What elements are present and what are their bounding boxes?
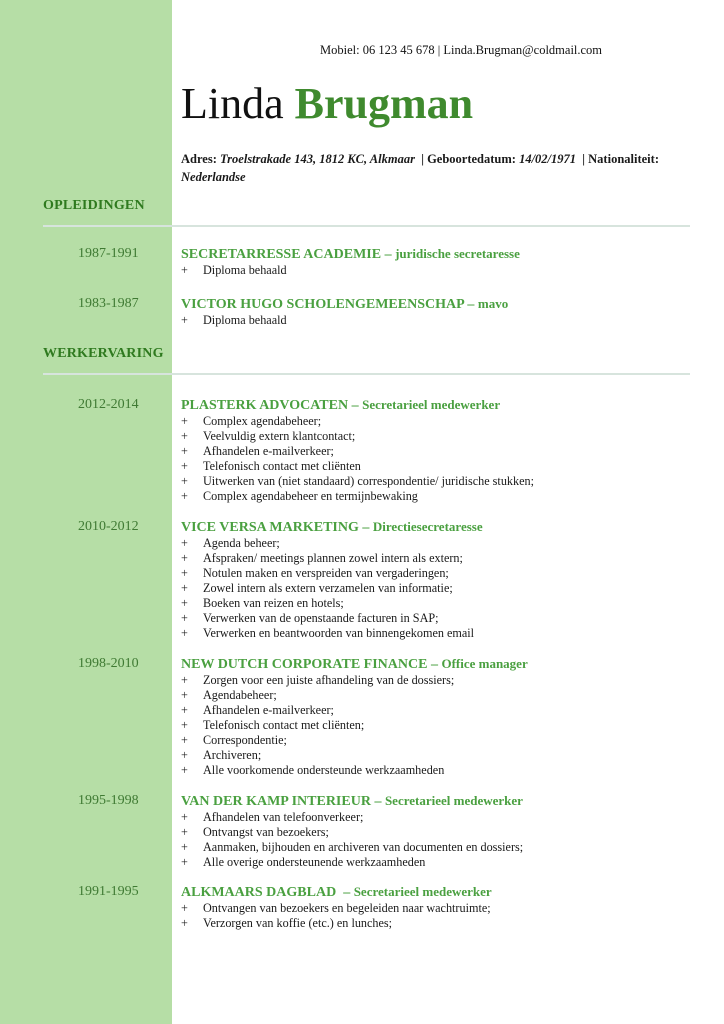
entry-years: 1983-1987 (78, 296, 139, 311)
plus-bullet-icon: + (181, 414, 188, 428)
list-item (181, 459, 534, 474)
plus-bullet-icon: + (181, 810, 188, 824)
entry-separator: – (463, 297, 478, 312)
section-divider (43, 225, 690, 227)
plus-bullet-icon: + (181, 551, 188, 565)
plus-bullet-icon: + (181, 489, 188, 503)
list-item-text: Archiveren; (203, 748, 262, 762)
contact-line: Mobiel: 06 123 45 678 | Linda.Brugman@coldmail.com (320, 43, 603, 57)
entry-separator: – (358, 520, 373, 535)
list-item-text: Alle voorkomende ondersteunde werkzaamheden (203, 763, 445, 777)
list-item (181, 688, 454, 703)
section-title-experience: WERKERVARING (43, 346, 164, 361)
list-item-text: Verzorgen van koffie (etc.) en lunches; (203, 916, 393, 930)
list-item (181, 825, 523, 840)
personal-details (181, 150, 691, 186)
entry-separator: – (381, 247, 396, 262)
list-item (181, 474, 534, 489)
entry-organisation: PLASTERK ADVOCATEN (181, 398, 349, 413)
plus-bullet-icon: + (181, 566, 188, 580)
plus-bullet-icon: + (181, 263, 188, 277)
plus-bullet-icon: + (181, 733, 188, 747)
list-item (181, 810, 523, 825)
list-item-text: Afhandelen van telefoonverkeer; (203, 810, 364, 824)
list-item (181, 840, 523, 855)
list-item (181, 566, 474, 581)
entry-title (181, 884, 492, 901)
list-item (181, 489, 534, 504)
entry-years: 2010-2012 (78, 519, 139, 534)
list-item (181, 673, 454, 688)
entry-tasks (181, 536, 474, 641)
list-item (181, 263, 287, 278)
list-item-text: Boeken van reizen en hotels; (203, 596, 344, 610)
entry-role: Secretarieel medewerker (384, 793, 523, 808)
plus-bullet-icon: + (181, 459, 188, 473)
list-item-text: Ontvangst van bezoekers; (203, 825, 329, 839)
list-item-text: Complex agendabeheer; (203, 414, 322, 428)
entry-years: 1998-2010 (78, 656, 139, 671)
entry-years: 1995-1998 (78, 793, 139, 808)
entry-organisation: NEW DUTCH CORPORATE FINANCE (181, 657, 428, 672)
nationality-value: Nederlandse (181, 170, 246, 184)
plus-bullet-icon: + (181, 840, 188, 854)
entry-organisation: VICTOR HUGO SCHOLENGEMEENSCHAP (181, 297, 464, 312)
list-item-text: Correspondentie; (203, 733, 287, 747)
entry-title (181, 246, 520, 263)
list-item (181, 596, 474, 611)
list-item-text: Agenda beheer; (203, 536, 280, 550)
plus-bullet-icon: + (181, 688, 188, 702)
list-item-text: Diploma behaald (203, 313, 287, 327)
list-item-text: Afhandelen e-mailverkeer; (203, 703, 334, 717)
list-item-text: Zowel intern als extern verzamelen van informatie; (203, 581, 453, 595)
entry-separator: – (370, 794, 385, 809)
list-item-text: Notulen maken en verspreiden van vergaderingen; (203, 566, 449, 580)
list-item-text: Veelvuldig extern klantcontact; (203, 429, 356, 443)
plus-bullet-icon: + (181, 703, 188, 717)
list-item-text: Afhandelen e-mailverkeer; (203, 444, 334, 458)
entry-title (181, 793, 523, 810)
list-item (181, 581, 474, 596)
list-item (181, 916, 491, 931)
plus-bullet-icon: + (181, 825, 188, 839)
entry-years: 2012-2014 (78, 397, 139, 412)
list-item (181, 444, 534, 459)
entry-separator: – (336, 885, 354, 900)
entry-role: juridische secretaresse (395, 246, 520, 261)
sidebar-panel (0, 0, 172, 1024)
plus-bullet-icon: + (181, 581, 188, 595)
entry-separator: – (427, 657, 442, 672)
list-item (181, 718, 454, 733)
address-value: Troelstrakade 143, 1812 KC, Alkmaar (220, 152, 415, 166)
list-item (181, 733, 454, 748)
list-item-text: Uitwerken van (niet standaard) correspondentie/ juridische stukken; (203, 474, 534, 488)
list-item-text: Diploma behaald (203, 263, 287, 277)
list-item (181, 313, 287, 328)
entry-tasks (181, 810, 523, 870)
plus-bullet-icon: + (181, 444, 188, 458)
plus-bullet-icon: + (181, 718, 188, 732)
plus-bullet-icon: + (181, 626, 188, 640)
list-item-text: Afspraken/ meetings plannen zowel intern als extern; (203, 551, 463, 565)
first-name: Linda (181, 79, 284, 128)
list-item (181, 748, 454, 763)
entry-separator: – (348, 398, 363, 413)
entry-organisation: VICE VERSA MARKETING (181, 520, 359, 535)
nationality-label: | Nationaliteit: (582, 152, 659, 166)
entry-organisation: SECRETARRESSE ACADEMIE (181, 247, 382, 262)
plus-bullet-icon: + (181, 763, 188, 777)
entry-role: mavo (477, 296, 509, 311)
birthdate-value: 14/02/1971 (519, 152, 577, 166)
list-item-text: Complex agendabeheer en termijnbewaking (203, 489, 418, 503)
entry-role: Secretarieel medewerker (353, 884, 492, 899)
list-item-text: Aanmaken, bijhouden en archiveren van documenten en dossiers; (203, 840, 524, 854)
list-item (181, 414, 534, 429)
entry-organisation: ALKMAARS DAGBLAD (181, 885, 337, 900)
address-label: Adres: (181, 152, 217, 166)
list-item (181, 536, 474, 551)
list-item-text: Telefonisch contact met cliënten; (203, 718, 365, 732)
plus-bullet-icon: + (181, 536, 188, 550)
list-item (181, 901, 491, 916)
section-divider (43, 373, 690, 375)
entry-title (181, 656, 528, 673)
section-title-education: OPLEIDINGEN (43, 198, 145, 213)
entry-role: Directiesecretaresse (372, 519, 483, 534)
plus-bullet-icon: + (181, 474, 188, 488)
entry-years: 1991-1995 (78, 884, 139, 899)
list-item-text: Telefonisch contact met cliënten (203, 459, 361, 473)
entry-organisation: VAN DER KAMP INTERIEUR (181, 794, 371, 809)
entry-title (181, 296, 508, 313)
entry-tasks (181, 263, 287, 278)
entry-title (181, 397, 500, 414)
list-item (181, 703, 454, 718)
list-item-text: Alle overige ondersteunende werkzaamheden (203, 855, 426, 869)
list-item-text: Agendabeheer; (203, 688, 277, 702)
entry-role: Secretarieel medewerker (362, 397, 501, 412)
plus-bullet-icon: + (181, 429, 188, 443)
birthdate-label: | Geboortedatum: (421, 152, 516, 166)
entry-tasks (181, 901, 491, 931)
plus-bullet-icon: + (181, 901, 188, 915)
list-item (181, 429, 534, 444)
list-item (181, 855, 523, 870)
entry-tasks (181, 414, 534, 504)
plus-bullet-icon: + (181, 673, 188, 687)
full-name (181, 78, 473, 130)
plus-bullet-icon: + (181, 748, 188, 762)
list-item (181, 626, 474, 641)
plus-bullet-icon: + (181, 596, 188, 610)
plus-bullet-icon: + (181, 916, 188, 930)
list-item (181, 763, 454, 778)
list-item-text: Ontvangen van bezoekers en begeleiden naar wachtruimte; (203, 901, 491, 915)
plus-bullet-icon: + (181, 855, 188, 869)
entry-tasks (181, 313, 287, 328)
list-item-text: Verwerken van de openstaande facturen in SAP; (203, 611, 439, 625)
last-name: Brugman (294, 79, 474, 128)
entry-years: 1987-1991 (78, 246, 139, 261)
plus-bullet-icon: + (181, 313, 188, 327)
list-item-text: Verwerken en beantwoorden van binnengekomen email (203, 626, 475, 640)
entry-tasks (181, 673, 454, 778)
list-item (181, 551, 474, 566)
list-item-text: Zorgen voor een juiste afhandeling van de dossiers; (203, 673, 455, 687)
entry-role: Office manager (441, 656, 528, 671)
list-item (181, 611, 474, 626)
entry-title (181, 519, 483, 536)
plus-bullet-icon: + (181, 611, 188, 625)
